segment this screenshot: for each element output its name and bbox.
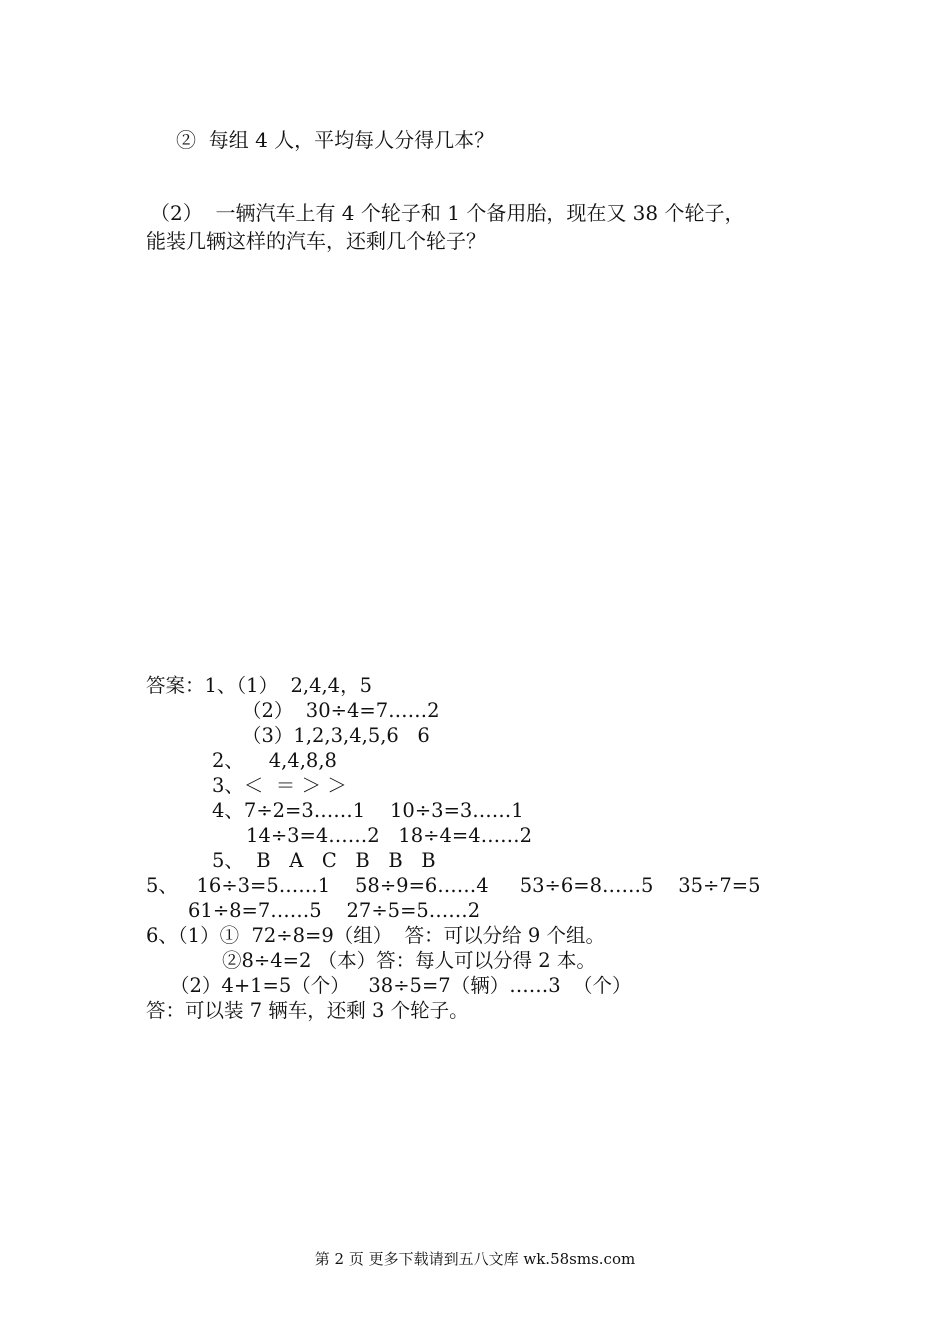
- answer-4-line-1: 4、7÷2=3……1 10÷3=3……1: [212, 799, 524, 822]
- question-6-1-part-2: ② 每组 4 人，平均每人分得几本？: [176, 128, 495, 152]
- answer-1-3: （3）1,2,3,4,5,6 6: [242, 724, 430, 747]
- answer-3: 3、＜ ＝ ＞ ＞: [212, 774, 347, 797]
- answer-2: 2、 4,4,8,8: [212, 749, 337, 772]
- page-footer: 第 2 页 更多下载请到五八文库 wk.58sms.com: [314, 1250, 636, 1268]
- answer-5-row-1: 5、 16÷3=5……1 58÷9=6……4 53÷6=8……5 35÷7=5: [146, 874, 761, 897]
- question-6-2-line-1: （2） 一辆汽车上有 4 个轮子和 1 个备用胎，现在又 38 个轮子，: [150, 201, 745, 225]
- question-6-2-line-2: 能装几辆这样的汽车，还剩几个轮子？: [146, 229, 486, 253]
- answer-6-3: （2）4+1=5（个） 38÷5=7（辆）……3 （个）: [170, 974, 632, 997]
- answer-1-2: （2） 30÷4=7……2: [242, 699, 440, 722]
- answer-6-2: ②8÷4=2 （本）答：每人可以分得 2 本。: [222, 949, 596, 972]
- answer-6-1: 6、（1）① 72÷8=9（组） 答：可以分给 9 个组。: [146, 924, 605, 947]
- answer-6-4: 答：可以装 7 辆车，还剩 3 个轮子。: [146, 999, 469, 1022]
- answer-1-1: 答案：1、（1） 2,4,4，5: [146, 674, 372, 697]
- answer-5-row-2: 61÷8=7……5 27÷5=5……2: [188, 899, 481, 922]
- answer-5-choices: 5、 B A C B B B: [212, 849, 436, 872]
- answer-4-line-2: 14÷3=4……2 18÷4=4……2: [246, 824, 533, 847]
